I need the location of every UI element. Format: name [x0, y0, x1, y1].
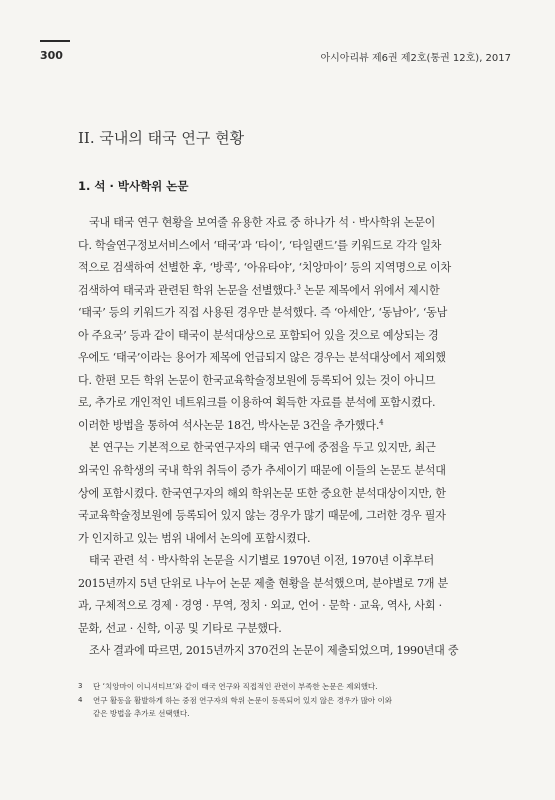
text-line: 다. 한편 모든 학위 논문이 한국교육학술정보원에 등록되어 있는 것이 아니므: [78, 373, 436, 387]
text-line: 우에도 ‘태국’이라는 용어가 제목에 언급되지 않은 경우는 분석대상에서 제외했: [78, 351, 446, 365]
text-line: [78, 415, 490, 438]
text-line: 태국 관련 석 · 박사학위 논문을 시기별로 1970년 이전, 1970년 이후부터: [89, 554, 434, 568]
footnote-number: 4: [78, 696, 83, 704]
footnote-ref-4[interactable]: 4: [379, 418, 384, 427]
text-line: [78, 280, 490, 303]
text-line: 적으로 검색하여 선별한 후, ‘방콕’, ‘아유타야’, ‘치앙마이’ 등의 지역명으로 이차: [78, 261, 451, 275]
footnote-text: 단 ‘치앙마이 이니셔티브’와 같이 태국 연구와 직접적인 관련이 부족한 논문은 제외했다.: [93, 682, 378, 691]
paragraph-3: [78, 550, 490, 640]
text-line: 상에 포함시켰다. 한국연구자의 해외 학위논문 또한 중요한 분석대상이지만, 한: [78, 486, 446, 500]
paragraph-2: [78, 437, 490, 550]
footnote-text: 연구 활동을 활발하게 하는 중점 연구자의 학위 논문이 등록되어 있지 않은 경우가 많아 이와: [93, 696, 393, 705]
text-line: ‘태국’ 등의 키워드가 직접 사용된 경우만 분석했다. 즉 ‘아세안’, ‘동남아’, ‘동남: [78, 306, 448, 320]
footnote-text: 같은 방법을 추가로 선택했다.: [93, 709, 190, 718]
paragraph-1: [78, 212, 490, 437]
subsection-title: 1. 석 · 박사학위 논문: [78, 179, 189, 193]
footnotes: [78, 680, 490, 721]
text-segment: 논문 제목에서 위에서 제시한: [300, 283, 440, 297]
footnote-4: [78, 694, 490, 720]
text-line: 과, 구체적으로 경제 · 경영 · 무역, 정치 · 외교, 언어 · 문학 · 교육, 역사, 사회 ·: [78, 599, 442, 613]
text-line: 문화, 선교 · 신학, 이공 및 기타로 구분했다.: [78, 621, 282, 635]
text-line: 국교육학술정보원에 등록되어 있지 않는 경우가 많기 때문에, 그러한 경우 필자: [78, 509, 446, 523]
text-line: 조사 결과에 따르면, 2015년까지 370건의 논문이 제출되었으며, 1990년대 중: [89, 644, 459, 658]
text-segment: 이러한 방법을 통하여 석사논문 18건, 박사논문 3건을 추가했다.: [78, 418, 380, 432]
text-line: 로, 추가로 개인적인 네트워크를 이용하여 획득한 자료를 분석에 포함시켰다.: [78, 396, 436, 410]
text-line: 국내 태국 연구 현황을 보여줄 유용한 자료 중 하나가 석 · 박사학위 논문이: [89, 216, 436, 229]
paragraph-4: [78, 640, 490, 663]
text-line: 다. 학술연구정보서비스에서 ‘태국’과 ‘타이’, ‘타일랜드’를 키워드로 각각 일차: [78, 238, 442, 252]
text-line: 2015년까지 5년 단위로 나누어 논문 제출 현황을 분석했으며, 분야별로 7개 분: [78, 576, 448, 590]
body-text: [78, 212, 490, 663]
section-title: II. 국내의 태국 연구 현황: [78, 129, 245, 147]
text-line: 외국인 유학생의 국내 학위 취득이 증가 추세이기 때문에 이들의 논문도 분석대: [78, 464, 446, 478]
footnote-3: [78, 680, 490, 693]
header-rule: [40, 40, 70, 42]
footnote-number: 3: [78, 682, 83, 690]
text-line: 가 인지하고 있는 범위 내에서 논의에 포함시켰다.: [78, 531, 311, 545]
text-line: 아 주요국’ 등과 같이 태국이 분석대상으로 포함되어 있을 것으로 예상되는 경: [78, 328, 439, 342]
text-line: 본 연구는 기본적으로 한국연구자의 태국 연구에 중점을 두고 있지만, 최근: [89, 441, 436, 455]
journal-running-header: 아시아리뷰 제6권 제2호(통권 12호), 2017: [320, 53, 511, 64]
footnote-ref-3[interactable]: 3: [296, 282, 301, 291]
text-segment: 검색하여 태국과 관련된 학위 논문을 선별했다.: [78, 283, 297, 297]
page-number: 300: [40, 49, 63, 62]
